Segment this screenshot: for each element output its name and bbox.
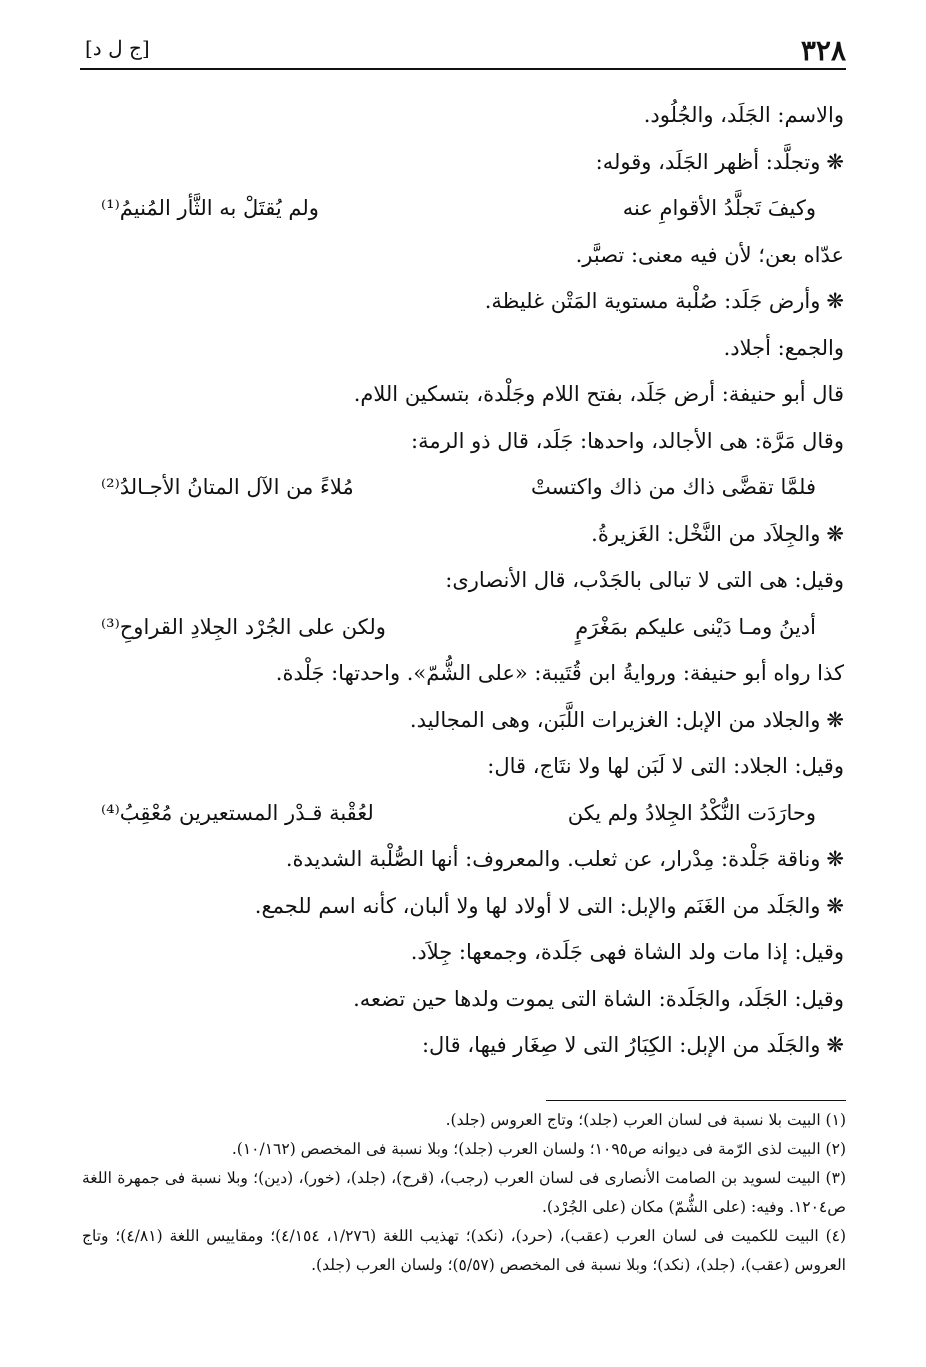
verse-hemistich-first: أدينُ ومـا دَيْنى عليكم بمَغْرَمٍ [575,614,816,639]
line-text: والجلاد من الإبل: الغزيرات اللَّبَن، وهى المجاليد. [409,707,821,732]
text-line [95,976,844,1023]
verse-hemistich-first: وحارَدَت النُّكْدُ الجِلادُ ولم يكن [567,800,816,825]
verse-hemistich-second: لعُقْبة قـدْر المستعيرين مُعْقِبُ⁽⁴⁾ [101,800,374,825]
line-text: قال أبو حنيفة: أرض جَلَد، بفتح اللام وجَلْدة، بتسكين اللام. [353,382,844,406]
footnote: (١) البيت بلا نسبة فى لسان العرب (جلد)؛ وتاج العروس (جلد). [445,1111,846,1129]
text-line [95,92,844,139]
footnote-separator [546,1100,846,1101]
verse-line [95,464,844,511]
entry-line [95,511,844,558]
footnotes [82,1106,846,1280]
line-text: وناقة جَلْدة: مِدْرار، عن ثعلب. والمعروف: أنها الصُّلْبة الشديدة. [285,847,821,871]
entry-marker-icon: ❋ [826,289,844,313]
entry-marker-icon: ❋ [826,707,844,732]
entry-line [95,883,844,930]
entry-line [95,1022,844,1069]
entry-marker-icon: ❋ [826,1033,844,1057]
line-text: والجِلاَد من النَّخْل: الغَزيرةُ. [591,521,821,546]
page-header [85,34,846,68]
text-line [95,557,844,604]
line-text: وقيل: إذا مات ولد الشاة فهى جَلَدة، وجمعها: جِلاَد. [410,940,844,964]
line-text: وقال مَرَّة: هى الأجالد، واحدها: جَلَد، قال ذو الرمة: [411,428,844,453]
line-text: وقيل: هى التى لا تبالى بالجَدْب، قال الأنصارى: [445,568,844,592]
entry-marker-icon: ❋ [826,149,844,174]
root-tag: [ج ل د] [85,36,150,60]
entry-line [95,836,844,883]
verse-hemistich-second: مُلاءً من الآل المتانُ الأجـالدُ⁽²⁾ [101,475,354,499]
page-number: ٣٢٨ [800,34,846,67]
entry-marker-icon: ❋ [826,521,844,546]
line-text: وقيل: الجلاد: التى لا لَبَن لها ولا نتَاج، قال: [487,754,844,778]
verse-hemistich-second: ولكن على الجُرْد الجِلادِ القراوحِ⁽³⁾ [101,614,386,639]
text-line [95,232,844,279]
line-text: وقيل: الجَلَد، والجَلَدة: الشاة التى يموت ولدها حين تضعه. [353,986,844,1011]
verse-line [95,790,844,837]
line-text: والاسم: الجَلَد، والجُلُود. [643,103,844,127]
entry-line [95,697,844,744]
verse-hemistich-first: فلمَّا تقضَّى ذاك من ذاك واكتستْ [531,475,816,499]
entry-marker-icon: ❋ [826,847,844,871]
verse-hemistich-first: وكيفَ تَجلَّدُ الأقوامِ عنه [622,196,816,220]
text-line [95,929,844,976]
footnote: (٢) البيت لذى الرّمة فى ديوانه ص١٠٩٥؛ ولسان العرب (جلد)؛ وبلا نسبة فى المخصص (١٠/١٦٢). [231,1140,846,1158]
line-text: كذا رواه أبو حنيفة: وروايةُ ابن قُتَيبة: «على الشُّمّ». واحدتها: جَلْدة. [275,661,844,685]
entry-marker-icon: ❋ [826,893,844,918]
line-text: وأرض جَلَد: صُلْبة مستوية المَتْن غليظة. [484,289,821,313]
main-text [95,92,844,1069]
text-line [95,325,844,372]
text-line [95,743,844,790]
line-text: والجَلَد من الإبل: الكِبَارُ التى لا صِغَار فيها، قال: [421,1033,821,1057]
header-rule [80,68,846,70]
text-line [95,650,844,697]
line-text: والجَلَد من الغَنَم والإبل: التى لا أولاد لها ولا ألبان، كأنه اسم للجمع. [254,893,821,918]
line-text: عدّاه بعن؛ لأن فيه معنى: تصبَّر. [575,242,844,267]
text-line [95,371,844,418]
line-text: وتجلَّد: أظهر الجَلَد، وقوله: [595,149,821,174]
entry-line [95,139,844,186]
footnote: (٣) البيت لسويد بن الصامت الأنصارى فى لسان العرب (رجب)، (قرح)، (جلد)، (خور)، (دين)؛ وبلا نسبة فى جمهرة اللغة ص١٢٠٤. وفيه: (على الشُّمّ) مكان (على الجُرْد). [82,1169,846,1216]
verse-line [95,185,844,232]
text-line [95,418,844,465]
entry-line [95,278,844,325]
verse-hemistich-second: ولم يُقتَلْ به الثَّأر المُنيمُ⁽¹⁾ [101,196,319,220]
footnote: (٤) البيت للكميت فى لسان العرب (عقب)، (حرد)، (نكد)؛ تهذيب اللغة (١/٢٧٦، ٤/١٥٤)؛ ومقاييس اللغة (٤/٨١)؛ وتاج العروس (عقب)، (جلد)، (نكد)؛ وبلا نسبة فى المخصص (٥/٥٧)؛ ولسان العرب (جلد). [82,1227,847,1274]
verse-line [95,604,844,651]
line-text: والجمع: أجلاد. [723,335,844,360]
